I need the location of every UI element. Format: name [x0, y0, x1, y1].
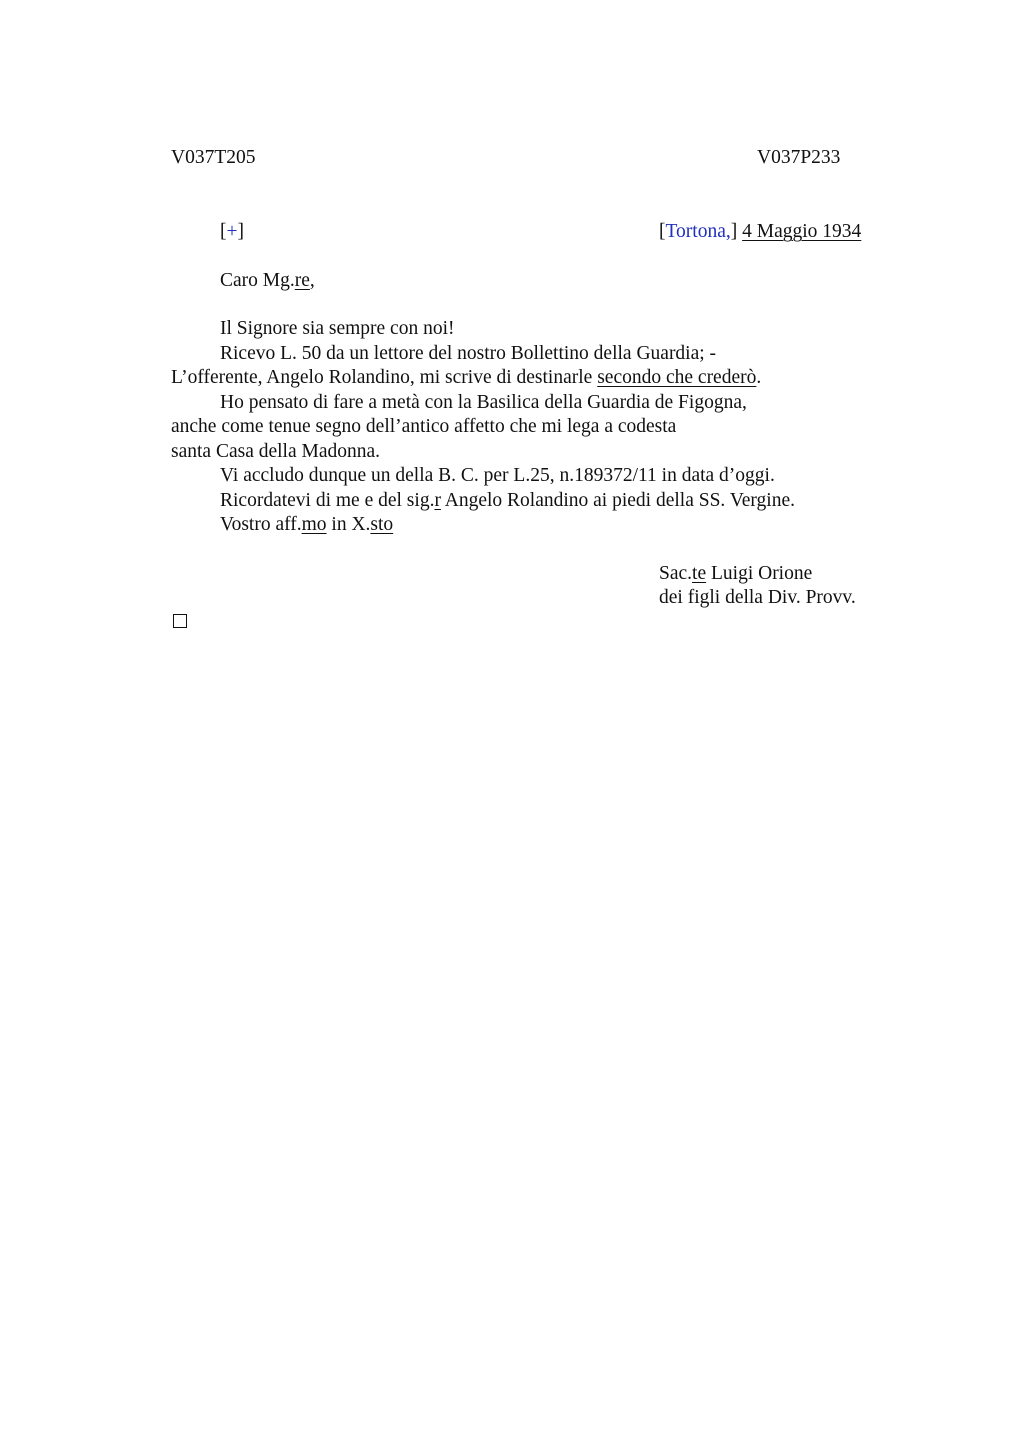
- document-code-left: V037T205: [171, 147, 256, 168]
- body-line-2: Ricevo L. 50 da un lettore del nostro Bollettino della Guardia; -: [220, 343, 717, 364]
- signature-name: Sac.te Luigi Orione: [659, 563, 813, 584]
- dateline-place: Tortona,: [665, 221, 731, 242]
- body-line-8: Ricordatevi di me e del sig.r Angelo Rolandino ai piedi della SS. Vergine.: [220, 490, 795, 511]
- dateline-date: 4 Maggio 1934: [742, 221, 862, 242]
- cross-symbol: +: [226, 221, 238, 242]
- body-line-5: anche come tenue segno dell’antico affetto che mi lega a codesta: [171, 416, 677, 437]
- body-line-7: Vi accludo dunque un della B. C. per L.25, n.189372/11 in data d’oggi.: [220, 465, 775, 486]
- document-code-right: V037P233: [757, 147, 841, 168]
- body-line-3: L’offerente, Angelo Rolandino, mi scrive di destinarle secondo che crederò.: [171, 367, 762, 388]
- salutation: Caro Mg.re,: [220, 270, 315, 291]
- signature-affiliation: dei figli della Div. Provv.: [659, 587, 856, 608]
- closing-line: Vostro aff.mo in X.sto: [220, 514, 394, 535]
- dateline: [Tortona,] 4 Maggio 1934: [659, 221, 862, 242]
- body-line-1: Il Signore sia sempre con noi!: [220, 318, 455, 339]
- body-line-4: Ho pensato di fare a metà con la Basilica della Guardia de Figogna,: [220, 392, 747, 413]
- body-line-6: santa Casa della Madonna.: [171, 441, 381, 462]
- end-box-icon: [173, 614, 187, 628]
- cross-mark: [+]: [220, 221, 244, 242]
